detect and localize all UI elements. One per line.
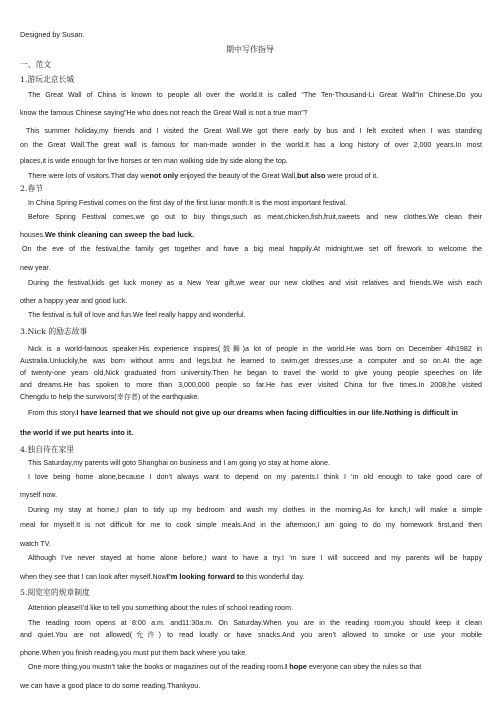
emphasis-phrase: but also	[297, 171, 326, 180]
essay-2-line: new year.	[20, 264, 51, 272]
text-run: when they see that I can look after myself.Now	[20, 573, 167, 581]
text-run: enjoyed the beauty of the Great Wall,	[178, 172, 298, 180]
essay-2-line: Before Spring Festival comes,we go out to buy things,such as meat,chicken,fish,fruit,sweets and new clothes.We clean their	[28, 213, 482, 221]
essay-3-line: and dreams.He has spoken to more than 3,000,000 people so far.He has ever visited China for five times.In 2008,he visited	[20, 381, 482, 389]
essay-5-line: phone.When you finish reading,you must put them back where you take.	[20, 649, 248, 657]
page-title: 期中写作指导	[226, 45, 274, 54]
essay-4-heading: 4.独自待在家里	[20, 445, 75, 454]
essay-1-line: This summer holiday,my friends and I visited the Great Wall.We got there early by bus and I felt excited when I was standing	[26, 127, 482, 135]
essay-1-line: The Great Wall of China is known to people all over the world.It is called “The Ten-Thousand-Li Great Wall”in Chinese.Do you	[28, 91, 482, 99]
essay-4-line: I love being home alone,because I don’t always want to depend on my parents.I think I ’m old enough to take good care of	[28, 473, 482, 481]
essay-2-line: The festival is full of love and fun.We feel really happy and wonderful.	[28, 311, 246, 319]
essay-5-line: and quiet.You are not allowed(允许) to read loudly or have snacks.And you aren’t allowed to smoke or use your mobile	[20, 631, 482, 639]
designer-credit: Designed by Susan.	[20, 30, 85, 39]
essay-4-line: Although I’ve never stayed at home alone before,I want to have a try.I ’m sure I will succeed and my parents will be happy	[28, 554, 482, 562]
essay-5-line: we can have a good place to do some reading.Thankyou.	[20, 682, 201, 690]
essay-3-line	[20, 408, 482, 418]
essay-4-line: myself now.	[20, 491, 58, 499]
text-run: There were lots of visitors.That day we	[28, 172, 150, 180]
essay-2-line	[20, 230, 482, 240]
essay-2-line: On the eve of the festival,the family get together and have a big meal happily.At midnight,we set off firework to welcome the	[22, 245, 482, 253]
essay-5-heading: 5.阅览室的规章制度	[20, 588, 90, 597]
essay-1-line	[20, 171, 482, 181]
essay-4-line: This Saturday,my parents will goto Shanghai on business and I am going yo stay at home alone.	[28, 459, 330, 467]
essay-3-line: Australia.Unluckily,he was born without arms and legs,but he learned to swim,get dresses,use a computer and so on.At the age	[20, 357, 482, 365]
text-run: everyone can obey the rules so that	[306, 663, 422, 671]
essay-3-heading: 3.Nick 的励志故事	[20, 327, 88, 336]
essay-5-line: Attention please!I’d like to tell you something about the rules of school reading room.	[28, 604, 293, 612]
text-run: From this story.	[28, 409, 77, 417]
essay-4-line: watch TV.	[20, 540, 51, 548]
essay-3-line: the world if we put hearts into it.	[20, 428, 134, 437]
essay-3-line: Nick is a world-famous speaker.His experience inspires(鼓舞)a lot of people in the world.He was born on December 4th1982 in	[28, 345, 482, 353]
essay-3-line: of twenty-one years old,Nick graduated from university.Then he began to travel the world to give young people speeches on life	[20, 369, 482, 377]
essay-4-line: During my stay at home,I plan to tidy up my bedroom and wash my clothes in the morning.As for lunch,I will make a simple	[28, 506, 482, 514]
emphasis-phrase: I’m looking forward to	[166, 572, 244, 581]
text-run: One more thing,you mustn’t take the books or magazines out of the reading room.	[28, 663, 286, 671]
emphasis-sentence: We think cleaning can sweep the bad luck.	[44, 230, 195, 239]
essay-2-line: In China Spring Festival comes on the first day of the first lunar month.It is the most important festival.	[28, 199, 347, 207]
text-run: this wonderful day.	[243, 573, 305, 581]
section-heading: 一、范文	[20, 60, 52, 69]
essay-2-line: other a happy year and good luck.	[20, 297, 128, 305]
essay-1-line: places,it is wide enough for five horses or ten man walking side by side along the top.	[20, 157, 288, 165]
essay-5-line: The reading room opens at 8:00 a.m. and11:30a.m. On Saturday.When you are in the reading room,you should keep it clean	[28, 619, 482, 627]
essay-5-line	[20, 662, 482, 672]
essay-1-heading: 1.游玩北京长城	[20, 75, 75, 84]
text-run: were proud of it.	[325, 172, 379, 180]
essay-4-line: meal for myself.It is not difficult for me to cook simple meals.And in the afternoon,I am going to do my homework first,and then	[20, 521, 482, 529]
essay-3-line: Chengdu to help the survivors(幸存者) of the earthquake.	[20, 393, 200, 401]
emphasis-sentence: I have learned that we should not give up our dreams when facing difficulties in our life.Nothing is difficult in	[76, 408, 458, 417]
text-run: houses.	[20, 231, 45, 239]
essay-1-line: know the famous Chinese saying”He who does not reach the Great Wall is not a true man”?	[20, 109, 308, 117]
essay-2-heading: 2.春节	[20, 184, 44, 193]
emphasis-phrase: not only	[149, 171, 179, 180]
emphasis-phrase: I hope	[285, 662, 307, 671]
essay-1-line: on the Great Wall.The great wall is famous for man-made wonder in the world.It has a long history of over 2,000 years.In most	[20, 141, 482, 149]
essay-2-line: During the festival,kids get luck money as a New Year gift,we wear our new clothes and visit relatives and friends.We wish each	[28, 279, 482, 287]
essay-4-line	[20, 572, 482, 582]
